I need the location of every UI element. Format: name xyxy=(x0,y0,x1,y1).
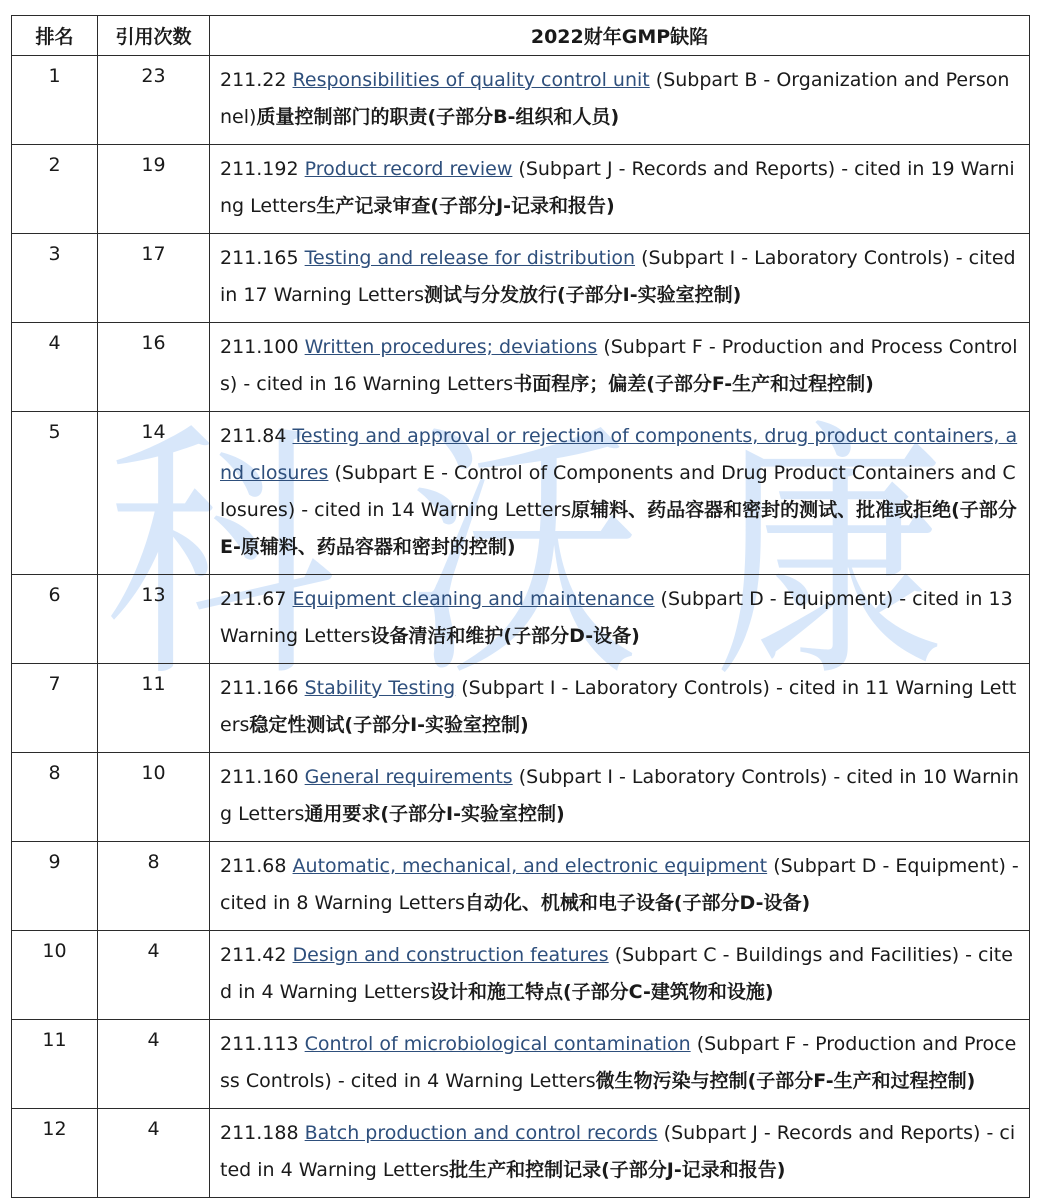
table-row xyxy=(12,575,1030,664)
table-row xyxy=(12,664,1030,753)
table-row xyxy=(12,323,1030,412)
defect-description-cell xyxy=(210,56,1030,145)
chinese-description: 书面程序；偏差(子部分F-生产和过程控制) xyxy=(513,373,874,395)
citation-count-cell: 14 xyxy=(98,412,210,575)
subpart-detail: (Subpart F - Production and Process Controls) - cited in 16 Warning Letters xyxy=(220,336,1018,395)
section-number: 211.100 xyxy=(220,336,299,358)
section-number: 211.22 xyxy=(220,69,287,91)
citation-count-cell: 17 xyxy=(98,234,210,323)
defect-description-cell xyxy=(210,664,1030,753)
chinese-description: 原辅料、药品容器和密封的测试、批准或拒绝(子部分E-原辅料、药品容器和密封的控制) xyxy=(220,499,1017,558)
section-number: 211.68 xyxy=(220,855,293,877)
section-number: 211.42 xyxy=(220,944,287,966)
subpart-detail: (Subpart E - Control of Components and Drug Product Containers and Closures) - cited in 14 Warning Letters xyxy=(220,462,1016,521)
rank-cell: 6 xyxy=(12,575,98,664)
table-row xyxy=(12,56,1030,145)
section-number: 211.166 xyxy=(220,677,299,699)
defect-description-cell xyxy=(210,1020,1030,1109)
regulation-link[interactable]: Design and construction features xyxy=(292,944,609,966)
regulation-link[interactable]: Responsibilities of quality control unit xyxy=(292,69,650,91)
chinese-description: 质量控制部门的职责(子部分B-组织和人员) xyxy=(256,106,620,128)
regulation-link[interactable]: General requirements xyxy=(304,766,513,788)
subpart-detail: (Subpart J - Records and Reports) - cited in 19 Warning Letters xyxy=(220,158,1015,217)
table-row xyxy=(12,412,1030,575)
subpart-detail: (Subpart F - Production and Process Controls) - cited in 4 Warning Letters xyxy=(220,1033,1017,1092)
chinese-description: 微生物污染与控制(子部分F-生产和过程控制) xyxy=(595,1070,976,1092)
header-count: 引用次数 xyxy=(98,16,210,56)
chinese-description: 设计和施工特点(子部分C-建筑物和设施) xyxy=(429,981,774,1003)
rank-cell: 8 xyxy=(12,753,98,842)
rank-cell: 7 xyxy=(12,664,98,753)
subpart-detail: (Subpart C - Buildings and Facilities) - cited in 4 Warning Letters xyxy=(220,944,1013,1003)
citation-count-cell: 19 xyxy=(98,145,210,234)
chinese-description: 自动化、机械和电子设备(子部分D-设备) xyxy=(464,892,811,914)
rank-cell: 1 xyxy=(12,56,98,145)
regulation-link[interactable]: Batch production and control records xyxy=(304,1122,658,1144)
regulation-link[interactable]: Written procedures; deviations xyxy=(304,336,598,358)
section-number: 211.192 xyxy=(220,158,299,180)
subpart-detail: (Subpart I - Laboratory Controls) - cited in 17 Warning Letters xyxy=(220,247,1016,306)
regulation-link[interactable]: Control of microbiological contamination xyxy=(304,1033,691,1055)
regulation-link[interactable]: Product record review xyxy=(304,158,513,180)
subpart-detail: (Subpart I - Laboratory Controls) - cited in 10 Warning Letters xyxy=(220,766,1019,825)
subpart-detail: (Subpart D - Equipment) - cited in 13 Warning Letters xyxy=(220,588,1013,647)
chinese-description: 设备清洁和维护(子部分D-设备) xyxy=(370,625,640,647)
citation-count-cell: 4 xyxy=(98,1020,210,1109)
chinese-description: 测试与分发放行(子部分I-实验室控制) xyxy=(423,284,742,306)
subpart-detail: (Subpart J - Records and Reports) - cited in 4 Warning Letters xyxy=(220,1122,1016,1181)
section-number: 211.67 xyxy=(220,588,287,610)
citation-count-cell: 16 xyxy=(98,323,210,412)
header-defect: 2022财年GMP缺陷 xyxy=(210,16,1030,56)
chinese-description: 批生产和控制记录(子部分J-记录和报告) xyxy=(449,1159,786,1181)
citation-count-cell: 8 xyxy=(98,842,210,931)
table-row xyxy=(12,1020,1030,1109)
defect-description-cell xyxy=(210,234,1030,323)
rank-cell: 3 xyxy=(12,234,98,323)
section-number: 211.165 xyxy=(220,247,299,269)
defect-description-cell xyxy=(210,931,1030,1020)
table-row xyxy=(12,753,1030,842)
subpart-detail: (Subpart I - Laboratory Controls) - cited in 11 Warning Letters xyxy=(220,677,1017,736)
table-row xyxy=(12,234,1030,323)
subpart-detail: (Subpart B - Organization and Personnel) xyxy=(220,69,1010,128)
table-row xyxy=(12,931,1030,1020)
regulation-link[interactable]: Testing and approval or rejection of components, drug product containers, and closures xyxy=(220,425,1018,484)
section-number: 211.113 xyxy=(220,1033,299,1055)
defect-description-cell xyxy=(210,575,1030,664)
rank-cell: 4 xyxy=(12,323,98,412)
regulation-link[interactable]: Stability Testing xyxy=(304,677,456,699)
subpart-detail: (Subpart D - Equipment) - cited in 8 Warning Letters xyxy=(220,855,1019,914)
citation-count-cell: 23 xyxy=(98,56,210,145)
section-number: 211.188 xyxy=(220,1122,299,1144)
rank-cell: 9 xyxy=(12,842,98,931)
citation-count-cell: 10 xyxy=(98,753,210,842)
defect-description-cell xyxy=(210,323,1030,412)
rank-cell: 11 xyxy=(12,1020,98,1109)
gmp-defects-table xyxy=(11,15,1030,1198)
chinese-description: 稳定性测试(子部分I-实验室控制) xyxy=(249,714,529,736)
section-number: 211.84 xyxy=(220,425,287,447)
citation-count-cell: 11 xyxy=(98,664,210,753)
header-rank: 排名 xyxy=(12,16,98,56)
chinese-description: 通用要求(子部分I-实验室控制) xyxy=(304,803,565,825)
rank-cell: 10 xyxy=(12,931,98,1020)
citation-count-cell: 13 xyxy=(98,575,210,664)
watermark-text: 科 沃 康 xyxy=(105,399,945,695)
regulation-link[interactable]: Testing and release for distribution xyxy=(304,247,636,269)
header-row xyxy=(12,16,1030,56)
defect-description-cell xyxy=(210,412,1030,575)
regulation-link[interactable]: Automatic, mechanical, and electronic equipment xyxy=(292,855,768,877)
citation-count-cell: 4 xyxy=(98,931,210,1020)
table-row xyxy=(12,842,1030,931)
defect-description-cell xyxy=(210,1109,1030,1198)
defect-description-cell xyxy=(210,753,1030,842)
defect-description-cell xyxy=(210,842,1030,931)
table-row xyxy=(12,1109,1030,1198)
chinese-description: 生产记录审查(子部分J-记录和报告) xyxy=(316,195,615,217)
citation-count-cell: 4 xyxy=(98,1109,210,1198)
rank-cell: 5 xyxy=(12,412,98,575)
rank-cell: 2 xyxy=(12,145,98,234)
defect-description-cell xyxy=(210,145,1030,234)
table-row xyxy=(12,145,1030,234)
rank-cell: 12 xyxy=(12,1109,98,1198)
section-number: 211.160 xyxy=(220,766,299,788)
regulation-link[interactable]: Equipment cleaning and maintenance xyxy=(292,588,655,610)
